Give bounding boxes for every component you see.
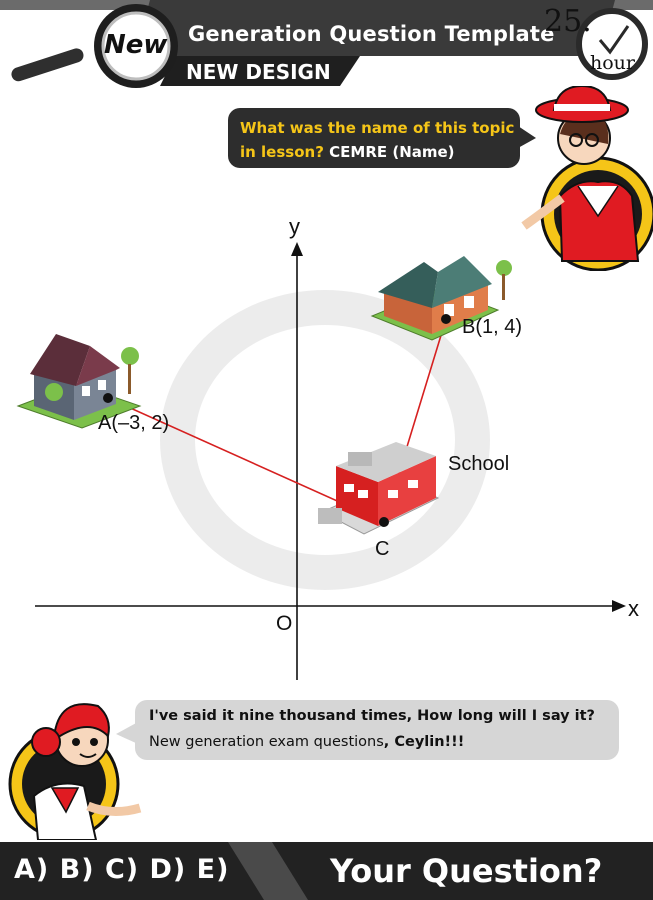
- bubble-question: What was the name of this topic in lesson?: [240, 119, 515, 161]
- y-axis-label: y: [289, 214, 300, 239]
- bottom-bubble-line-2: [149, 734, 464, 750]
- point-c-label: C: [375, 538, 390, 560]
- point-a-marker: [102, 392, 114, 404]
- hour-number: 25.: [544, 4, 592, 39]
- bubble-answer: CEMRE (Name): [329, 143, 455, 161]
- school-label: School: [448, 453, 510, 475]
- point-c-marker: [378, 516, 390, 528]
- line2-prefix: New generation exam questions: [149, 734, 384, 750]
- x-axis-label: x: [628, 596, 639, 621]
- footer-divider: [228, 842, 308, 900]
- header-title: Generation Question Template: [188, 22, 555, 46]
- point-a-label: A(–3, 2): [98, 412, 170, 434]
- hour-label: hour: [590, 52, 635, 74]
- top-speech-bubble: [228, 108, 520, 168]
- your-question-text: Your Question?: [330, 852, 603, 890]
- new-badge: New: [104, 30, 168, 60]
- answer-options: A) B) C) D) E): [14, 854, 230, 885]
- top-bubble-text: [240, 116, 520, 164]
- boy-character-icon: [0, 688, 150, 840]
- bottom-bubble-line-1: I've said it nine thousand times, How long will I say it?: [149, 708, 595, 724]
- header-subtitle: NEW DESIGN: [186, 60, 331, 84]
- bottom-speech-bubble: [135, 700, 619, 760]
- point-b-label: B(1, 4): [462, 316, 523, 338]
- line2-name: , Ceylin!!!: [383, 734, 465, 750]
- origin-label: O: [276, 612, 293, 635]
- point-b-marker: [440, 313, 452, 325]
